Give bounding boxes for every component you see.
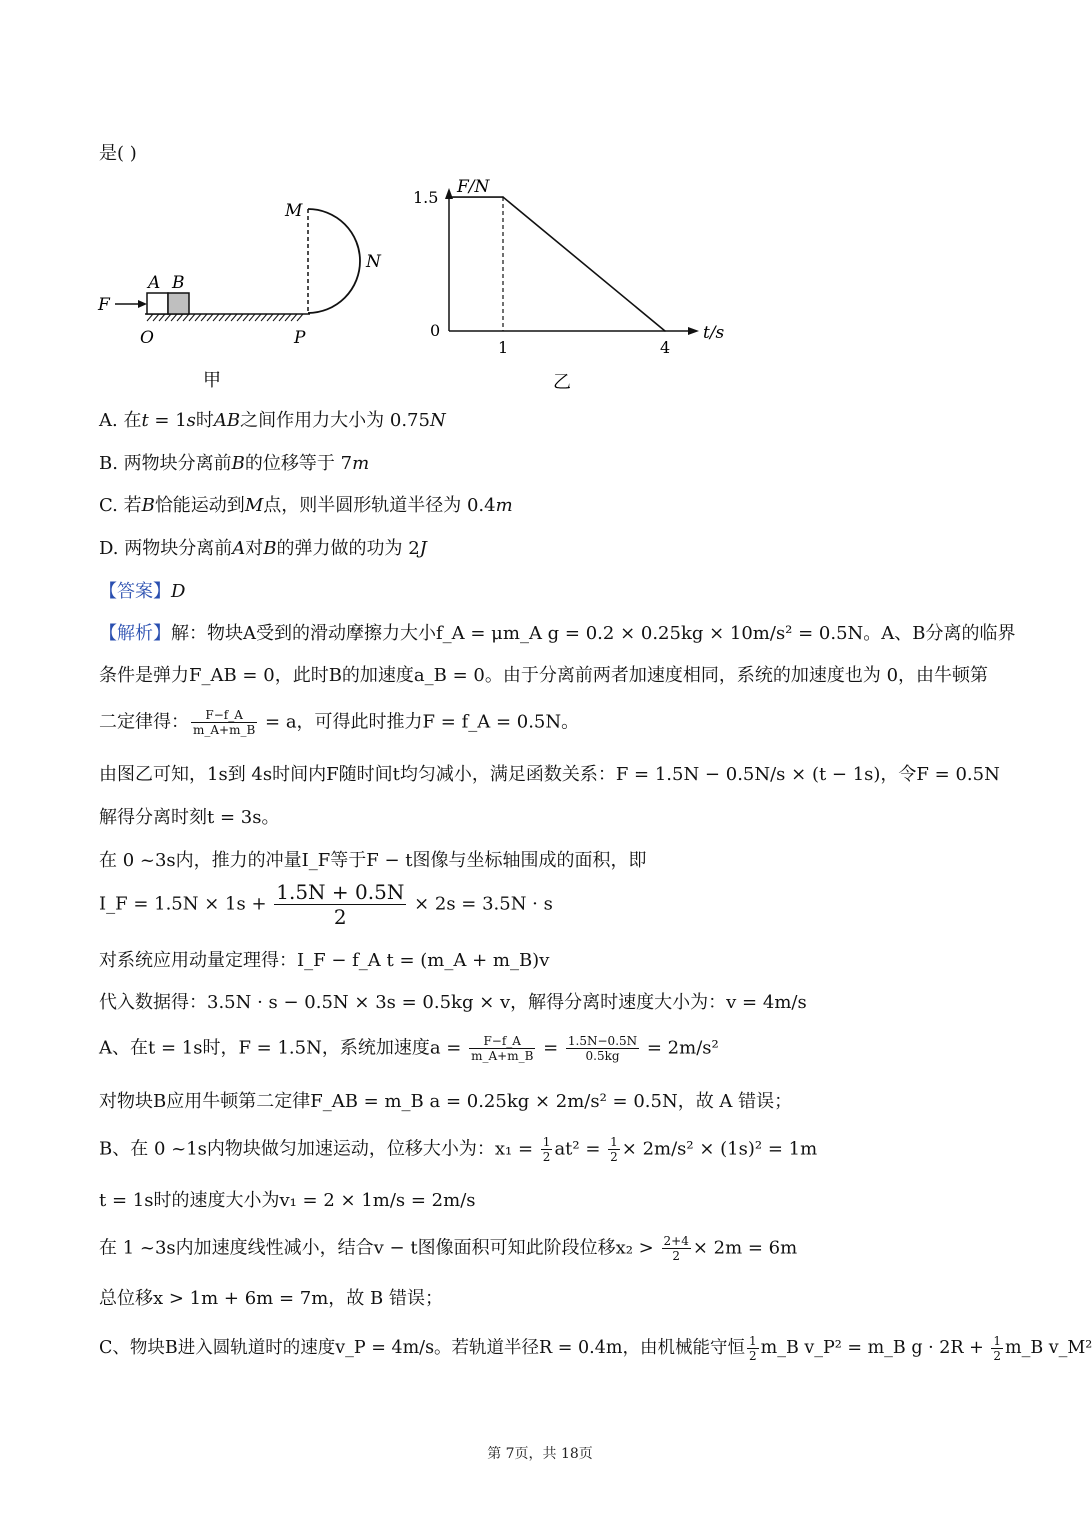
analysis-line-5: 解得分离时刻t = 3s。 [99, 807, 280, 828]
analysis-line-7: I_F = 1.5N × 1s + $\frac{1.5N + 0.5N}{2}$ × 2s = 3.5N · s [99, 880, 553, 929]
analysis-line-16: C、物块B进入圆轨道时的速度v_P = 4m/s。若轨道半径R = 0.4m，由机械能守恒 $\frac{1}{2}$ m_B v_P² = m_B g · 2R + $\frac{1}{2}$ m_B v_M² [99, 1334, 1092, 1363]
analysis-line-2: 条件是弹力F_AB = 0，此时B的加速度a_B = 0。由于分离前两者加速度相同，系统的加速度也为 0，由牛顿第 [99, 665, 989, 686]
analysis-tag: 【解析】 [99, 623, 171, 644]
question-stem-tail: 是( ) [99, 143, 137, 164]
analysis-line-9: 代入数据得：3.5N · s − 0.5N × 3s = 0.5kg × v，解得分离时速度大小为：v = 4m/s [99, 992, 807, 1013]
caption-jia: 甲 [203, 370, 221, 391]
analysis-line-12: B、在 0 ~1s内物块做匀加速运动，位移大小为：x₁ = $\frac{1}{2}$ at² = $\frac{1}{2}$ × 2m/s² × (1s)² = 1m [99, 1135, 818, 1164]
label-a: A [148, 273, 161, 293]
block-b [168, 293, 189, 314]
label-o: O [140, 328, 154, 348]
figure-jia [95, 195, 395, 395]
y-axis-label: F/N [457, 177, 490, 197]
block-a [147, 293, 168, 314]
page-footer: 第 7页，共 18页 [487, 1446, 593, 1462]
data-point [448, 196, 450, 198]
x-axis-label: t/s [703, 323, 725, 343]
analysis-line-13: t = 1s时的速度大小为v₁ = 2 × 1m/s = 2m/s [99, 1190, 476, 1211]
analysis-line-1: 【解析】解：物块A受到的滑动摩擦力大小f_A = μm_A g = 0.2 × 0.25kg × 10m/s² = 0.5N。A、B分离的临界 [99, 623, 1016, 644]
x-tick-label: 1 [498, 338, 509, 357]
y-tick-label: 1.5 [413, 188, 439, 208]
x-axis-arrow [688, 327, 699, 335]
label-n: N [366, 252, 381, 272]
label-p: P [294, 328, 306, 348]
answer-tag: 【答案】 [99, 581, 171, 602]
analysis-line-10: A、在t = 1s时，F = 1.5N，系统加速度a = $\frac{F-f\_A}{m\_A+m\_B}$ = $\frac{1.5N-0.5N}{0.5kg}$ = 2m/s² [99, 1034, 719, 1063]
analysis-line-6: 在 0 ~3s内，推力的冲量I_F等于F − t图像与坐标轴围成的面积，即 [99, 850, 647, 871]
answer-value: D [171, 581, 186, 602]
caption-yi: 乙 [553, 372, 571, 393]
analysis-line-8: 对系统应用动量定理得：I_F − f_A t = (m_A + m_B)v [99, 950, 550, 971]
semicircle-track [308, 209, 360, 313]
answer-line [99, 580, 185, 604]
data-point [664, 330, 666, 332]
option-c: C. 若B恰能运动到M点，则半圆形轨道半径为 0.4m [99, 495, 513, 516]
analysis-line-4: 由图乙可知，1s到 4s时间内F随时间t均匀减小，满足函数关系：F = 1.5N − 0.5N/s × (t − 1s)，令F = 0.5N [99, 764, 1000, 785]
option-a: A. 在t = 1s时AB之间作用力大小为 0.75N [99, 410, 446, 431]
analysis-line-14: 在 1 ~3s内加速度线性减小，结合v − t图像面积可知此阶段位移x₂ > $\frac{2+4}{2}$ × 2m = 6m [99, 1234, 798, 1263]
label-m: M [285, 201, 303, 221]
option-d: D. 两物块分离前A对B的弹力做的功为 2J [99, 538, 427, 559]
option-b: B. 两物块分离前B的位移等于 7m [99, 453, 370, 474]
origin-label: 0 [430, 321, 441, 340]
analysis-line-15: 总位移x > 1m + 6m = 7m，故 B 错误； [99, 1288, 443, 1309]
analysis-line-11: 对物块B应用牛顿第二定律F_AB = m_B a = 0.25kg × 2m/s² = 0.5N，故 A 错误； [99, 1091, 793, 1112]
label-b: B [172, 273, 185, 293]
series-line [449, 197, 665, 331]
analysis-line-3: 二定律得： $\frac{F-f\_A}{m\_A+m\_B}$ = a，可得此时推力F = f_A = 0.5N。 [99, 708, 580, 737]
label-f: F [98, 295, 110, 315]
x-tick-label: 4 [660, 338, 671, 357]
figure-yi-chart [405, 168, 745, 393]
